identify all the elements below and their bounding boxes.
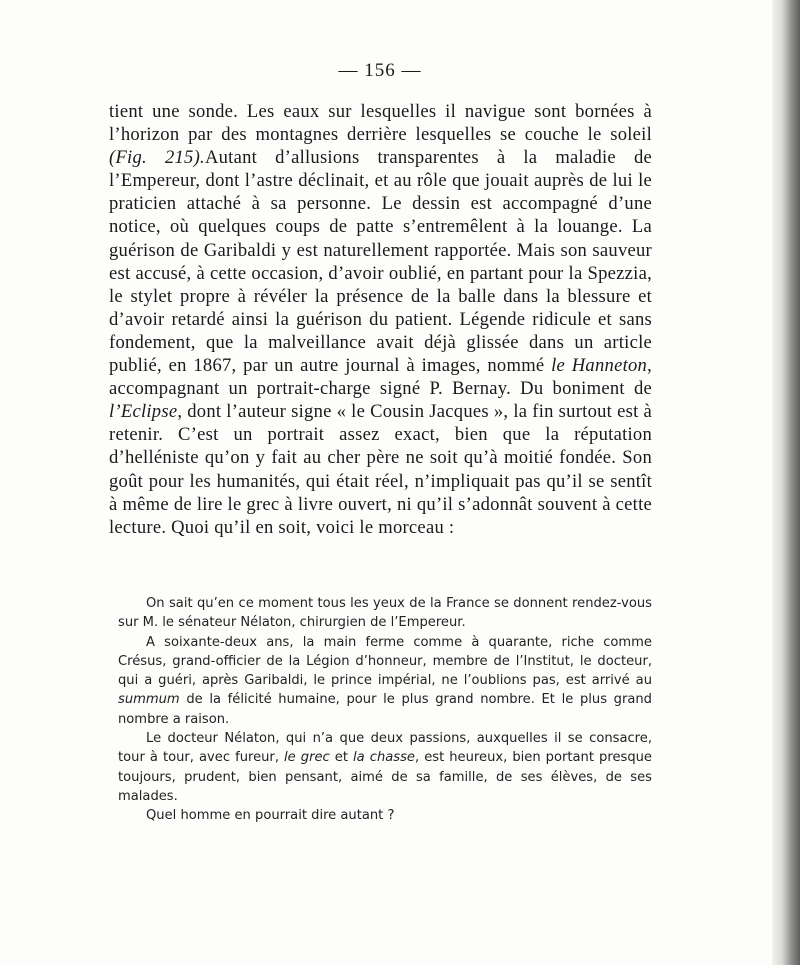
- quote-paragraph-3: [118, 729, 652, 806]
- page-edge-shadow: [772, 0, 800, 965]
- quote-summum: summum: [118, 692, 180, 708]
- quote-p3-start: Le docteur Nélaton, qui n’a que deux passions, auxquelles il se consacre, tour à tour, avec fureur,: [118, 731, 652, 766]
- quote-paragraph-4: Quel homme en pourrait dire autant ?: [146, 808, 395, 824]
- quote-paragraph-2: [118, 633, 652, 729]
- page-number: — 156 —: [338, 60, 422, 81]
- figure-reference: (Fig. 215).: [109, 147, 205, 169]
- quote-p2-end: de la félicité humaine, pour le plus grand nombre. Et le plus grand nombre a raison.: [118, 692, 652, 727]
- quote-le-grec: le grec: [284, 750, 330, 766]
- journal-title-eclipse: l’Eclipse: [109, 401, 178, 423]
- main-text-part-2: Autant d’allusions transparentes à la maladie de l’Empereur, dont l’astre déclinait, et au rôle que jouait auprès de lui le praticien attaché à sa personne. Le dessin est accompagné d’une notice, où quelques coups de patte s’entremêlent à la louange. La guérison de Garibaldi y est naturellement rapportée. Mais son sauveur est accusé, à cette occasion, d’avoir oublié, en partant pour la Spezzia, le stylet propre à révéler la présence de la balle dans la blessure et d’avoir retardé ainsi la guérison du patient. Légende ridicule et sans fondement, que la malveillance avait déjà glissée dans un article publié, en 1867, par un autre journal à images, nommé: [109, 147, 653, 377]
- main-text-part-3: , accompagnant un portrait-charge signé P. Bernay. Du boniment de: [109, 355, 652, 400]
- journal-title-hanneton: le Hanneton: [551, 355, 648, 377]
- main-paragraph: [109, 100, 652, 539]
- quote-la-chasse: la chasse: [353, 750, 415, 766]
- quoted-excerpt: [118, 594, 652, 826]
- main-text-block: [109, 100, 652, 539]
- main-text-part-1: tient une sonde. Les eaux sur lesquelles il navigue sont bornées à l’horizon par des montagnes derrière lesquelles se couche le soleil: [109, 101, 652, 146]
- quote-paragraph-1: On sait qu’en ce moment tous les yeux de la France se donnent rendez-vous sur M. le sénateur Nélaton, chirurgien de l’Empereur.: [118, 596, 652, 631]
- quote-p2-start: A soixante-deux ans, la main ferme comme à quarante, riche comme Crésus, grand-officier de la Légion d’honneur, membre de l’Institut, le docteur, qui a guéri, après Garibaldi, le prince impérial, ne l’oublions pas, est arrivé au: [118, 634, 652, 689]
- main-text-part-4: , dont l’auteur signe « le Cousin Jacques », la fin surtout est à retenir. C’est un portrait assez exact, bien que la réputation d’helléniste qu’on y fait au cher père ne soit qu’à moitié fondée. Son goût pour les humanités, qui était réel, n’impliquait pas qu’il se sentît à même de lire le grec à livre ouvert, ni qu’il s’adonnât souvent à cette lecture. Quoi qu’il en soit, voici le morceau :: [109, 401, 652, 538]
- quote-p3-end: , est heureux, bien portant presque toujours, prudent, bien pensant, aimé de sa famille, de ses élèves, de ses malades.: [118, 750, 652, 804]
- quote-p3-conjunction: et: [329, 750, 354, 766]
